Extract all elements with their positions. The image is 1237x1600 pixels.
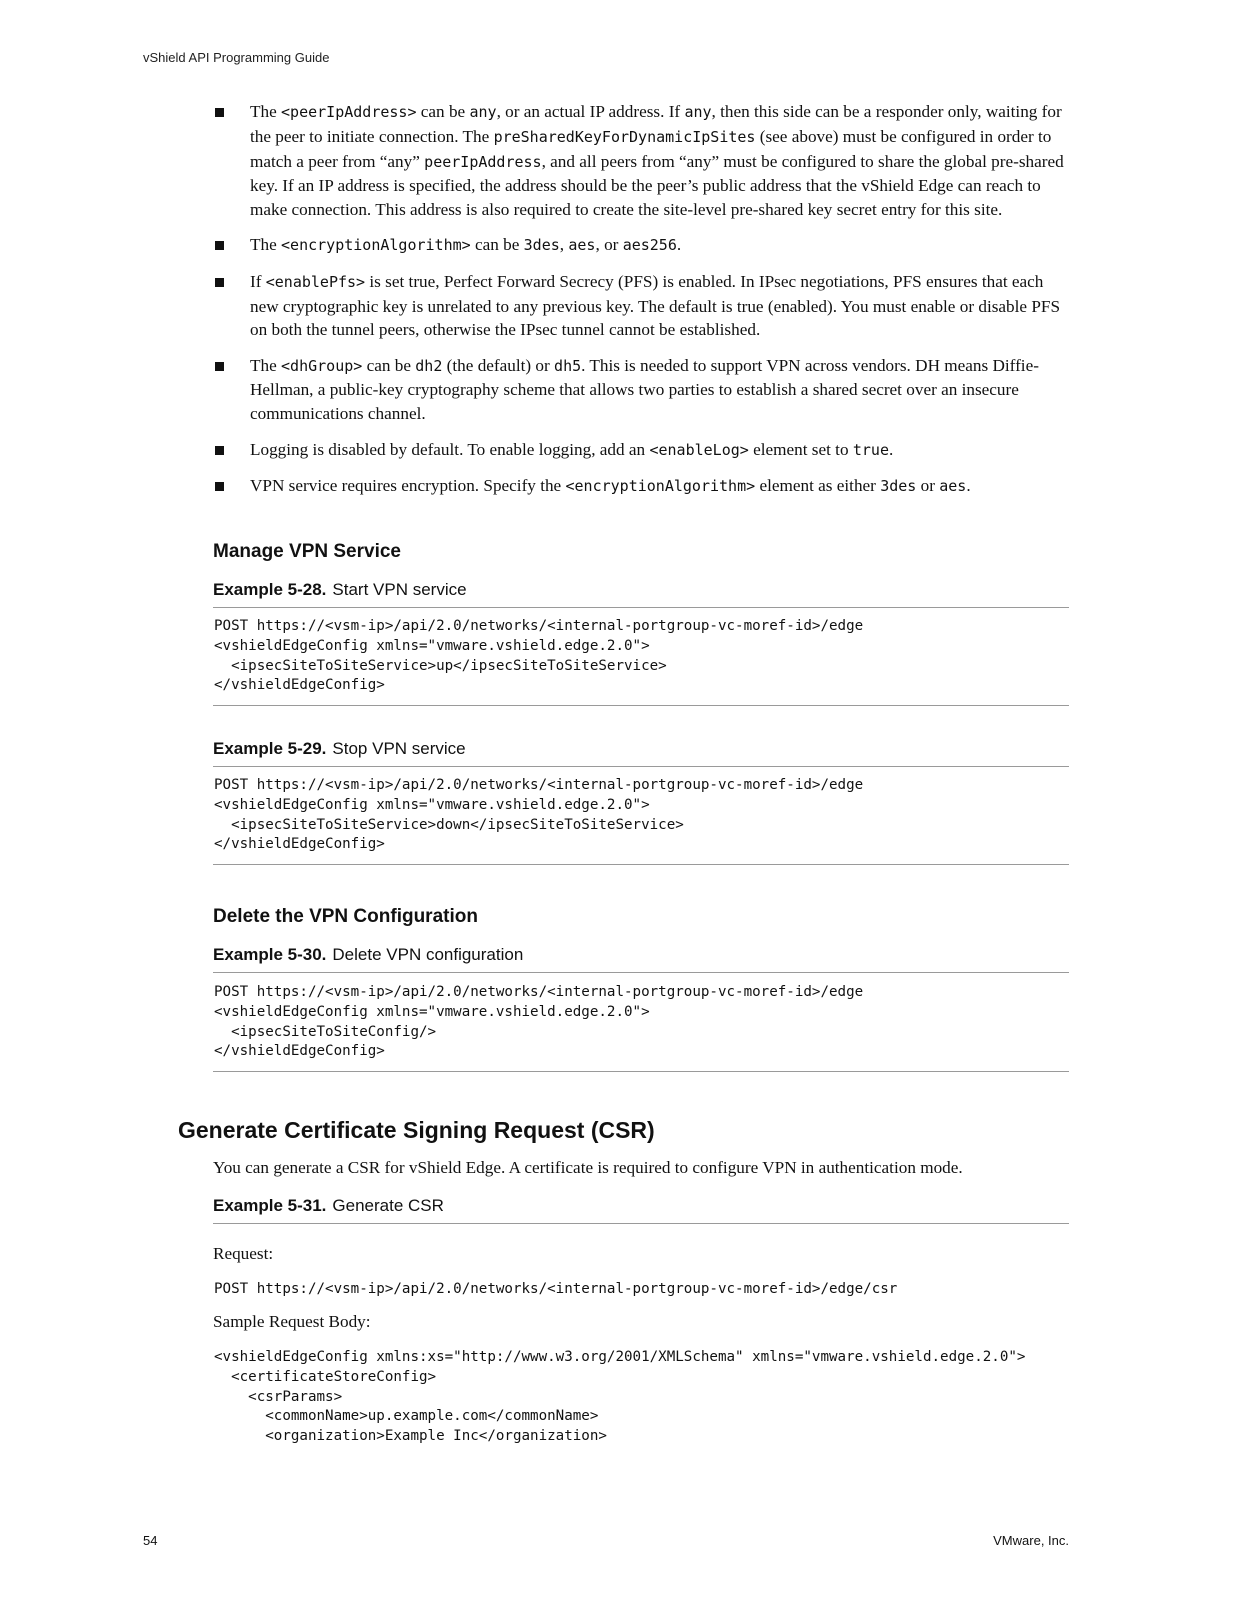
example-5-30-code: POST https://<vsm-ip>/api/2.0/networks/<internal-portgroup-vc-moref-id>/edge <vshieldEdgeConfig xmlns="vmware.vshield.edge.2.0"> <ipsecSiteToSiteConfig/> </vshieldEdgeConfig> [214,984,864,1060]
request-body-label: Sample Request Body: [213,1312,371,1331]
bullet-text: . [888,439,894,459]
bullet-text: element set to [748,439,853,459]
bullet-square-icon [215,482,224,491]
inline-code: 3des [523,236,560,255]
inline-code: <dhGroup> [281,356,363,375]
example-5-28-end-rule [213,705,1069,706]
bullet-text: , then this side can be a responder only, waiting for the peer to initiate connection. The [250,102,1062,146]
inline-code: true [852,440,889,459]
request-label: Request: [213,1244,274,1263]
inline-code: any [684,103,712,121]
inline-code: <enablePfs> [265,272,366,291]
example-label: Example 5-29. [213,739,327,758]
example-5-28-code: POST https://<vsm-ip>/api/2.0/networks/<internal-portgroup-vc-moref-id>/edge <vshieldEdgeConfig xmlns="vmware.vshield.edge.2.0"> <ipsecSiteToSiteService>up</ipsecSiteToSiteService> </vshieldEdgeConfig> [214,618,864,694]
bullet-item [213,233,1073,258]
bullet-text: can be [470,235,524,255]
page-number: 54 [143,1533,158,1548]
bullet-text: The [250,102,282,121]
inline-code: dh2 [415,356,443,375]
example-5-30-end-rule [213,1071,1069,1072]
bullet-text: or [916,475,940,495]
example-5-29-code: POST https://<vsm-ip>/api/2.0/networks/<internal-portgroup-vc-moref-id>/edge <vshieldEdgeConfig xmlns="vmware.vshield.edge.2.0"> <ipsecSiteToSiteService>down</ipsecSiteToSiteService> </vshieldEdgeConfig> [214,777,864,853]
bullet-square-icon [215,362,224,371]
example-caption: Generate CSR [332,1196,444,1215]
bullet-text: The [250,235,282,255]
bullet-text: , or an actual IP address. If [496,102,685,121]
example-5-28-title [213,580,1069,608]
bullet-text: . [966,475,971,495]
bullet-square-icon [215,278,224,287]
example-5-29-end-rule [213,864,1069,865]
bullet-item [213,438,1073,463]
inline-code: aes [568,236,596,255]
inline-code: <encryptionAlgorithm> [565,476,756,495]
bullet-square-icon [215,108,224,117]
inline-code: aes256 [622,236,677,255]
bullet-text: VPN service requires encryption. Specify the [250,475,566,495]
bullet-text: is set true, Perfect Forward Secrecy (PFS) is enabled. In IPsec negotiations, PFS ensures that each new cryptographic key is unrelated to any previous key. The default is true (enabled). You must enable or disable PFS on both the tunnel peers, otherwise the IPsec tunnel cannot be established. [250,271,1061,340]
inline-code: dh5 [554,356,582,375]
running-header: vShield API Programming Guide [143,50,330,65]
inline-code: peerIpAddress [424,152,542,171]
section-heading-delete-vpn: Delete the VPN Configuration [213,906,478,927]
bullet-text: The [250,355,282,375]
footer-company: VMware, Inc. [993,1533,1069,1548]
bullet-square-icon [215,241,224,250]
bullet-text: . [676,235,682,255]
bullet-text: Logging is disabled by default. To enable logging, add an [250,439,650,459]
request-code: POST https://<vsm-ip>/api/2.0/networks/<internal-portgroup-vc-moref-id>/edge/csr [214,1281,898,1297]
example-5-29-title [213,739,1069,767]
bullet-text: can be [416,102,470,121]
bullet-text: (the default) or [442,355,555,375]
bullet-text: If [250,271,266,291]
request-body-code: <vshieldEdgeConfig xmlns:xs="http://www.w3.org/2001/XMLSchema" xmlns="vmware.vshield.edge.2.0"> <certificateStoreConfig> <csrParams> <commonName>up.example.com</commonName> <organization>Example Inc</organization> [214,1349,1026,1445]
bullet-item [213,100,1073,222]
bullet-item [213,270,1073,342]
bullet-item [213,474,1073,499]
inline-code: <enableLog> [649,440,749,459]
example-5-31-title [213,1196,1069,1224]
example-label: Example 5-31. [213,1196,327,1215]
inline-code: 3des [880,476,917,495]
bullet-item [213,354,1073,426]
section-heading-csr: Generate Certificate Signing Request (CSR) [178,1117,655,1143]
bullet-text: , and all peers from “any” must be configured to share the global pre-shared key. If an IP address is specified, the address should be the peer’s public address that the vShield Edge can reach to make connection. This address is also required to create the site-level pre-shared key secret entry for this site. [250,151,1064,220]
inline-code: preSharedKeyForDynamicIpSites [493,127,756,146]
bullet-text: element as either [755,475,881,495]
example-caption: Start VPN service [332,580,467,599]
example-5-30-title [213,945,1069,973]
example-caption: Stop VPN service [332,739,466,758]
example-label: Example 5-28. [213,580,327,599]
bullet-text: , [559,235,569,255]
inline-code: <encryptionAlgorithm> [281,236,471,255]
bullet-text: can be [362,355,416,375]
bullet-text: (see above) must be configured in order to match a peer from “any” [250,126,1052,171]
inline-code: any [469,103,497,121]
csr-intro-paragraph: You can generate a CSR for vShield Edge. A certificate is required to configure VPN in authentication mode. [213,1158,963,1177]
inline-code: <peerIpAddress> [281,103,417,121]
example-caption: Delete VPN configuration [332,945,524,964]
inline-code: aes [939,476,967,495]
bullet-text: , or [595,235,623,255]
parameter-notes-list [213,100,1073,510]
example-label: Example 5-30. [213,945,327,964]
bullet-text: . This is needed to support VPN across vendors. DH means Diffie-Hellman, a public-key cryptography scheme that allows two parties to establish a shared secret over an insecure communications channel. [250,355,1039,424]
bullet-square-icon [215,446,224,455]
section-heading-manage-vpn: Manage VPN Service [213,541,401,562]
